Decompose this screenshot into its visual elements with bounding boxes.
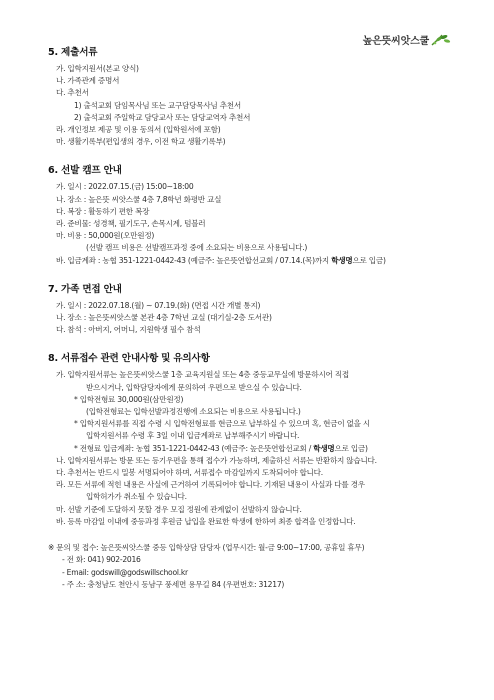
logo-text: 높은뜻씨앗스쿨 bbox=[362, 36, 429, 47]
list-item: 다. 추천서 bbox=[56, 88, 89, 98]
list-item bbox=[34, 255, 464, 267]
contact-info bbox=[34, 542, 464, 591]
list-item: 가. 입학지원서(본교 양식) bbox=[56, 64, 139, 73]
list-item: 마. 비용 : 50,000원(오만원정) bbox=[56, 231, 155, 241]
contact-header: ※ 문의 및 접수: 높은뜻씨앗스쿨 중등 입학상담 담당자 (업무시간: 월-금 9:00~17:00, 공휴일 휴무) bbox=[48, 543, 365, 553]
list-item-text: * 전형료 입금계좌: 농협 351-1221-0442-43 (예금주: 높은뜻연합선교회 / bbox=[74, 443, 314, 453]
list-item: 마. 생활기록부(편입생의 경우, 이전 학교 생활기록부) bbox=[56, 137, 226, 147]
list-item: 라. 개인정보 제공 및 이용 동의서 (입학원서에 포함) bbox=[56, 125, 221, 135]
list-item: 1) 출석교회 담임목사님 또는 교구담당목사님 추천서 bbox=[74, 100, 241, 110]
list-item: 라. 모든 서류에 적힌 내용은 사실에 근거하여 기록되어야 합니다. 기재된 내용이 사실과 다를 경우 bbox=[56, 480, 365, 490]
emphasis-text: 학생명 bbox=[331, 255, 353, 265]
list-item: 라. 준비물: 성경책, 필기도구, 손목시계, 텀블러 bbox=[56, 219, 206, 229]
list-item: 받으시거나, 입학담당자에게 문의하여 우편으로 받으실 수 있습니다. bbox=[86, 382, 302, 392]
list-item-text: 으로 입금) bbox=[334, 443, 368, 453]
list-item: 다. 추천서는 반드시 밀봉 서명되어야 하며, 서류접수 마감일까지 도착되어야 합니다. bbox=[56, 468, 323, 478]
section-title: 6. 선발 캠프 안내 bbox=[48, 165, 122, 177]
list-item: 가. 일시 : 2022.07.15.(금) 15:00~18:00 bbox=[56, 182, 194, 192]
list-item: 2) 출석교회 주일학교 담당교사 또는 담당교역자 추천서 bbox=[74, 112, 251, 122]
list-item: 나. 장소 : 높은뜻 씨앗스쿨 4층 7,8학년 화평반 교실 bbox=[56, 194, 222, 204]
document-body bbox=[34, 44, 464, 591]
section-title: 8. 서류접수 관련 안내사항 및 유의사항 bbox=[48, 353, 210, 365]
list-item: 다. 복장 : 활동하기 편한 복장 bbox=[56, 206, 150, 216]
list-item: 나. 가족관계 증명서 bbox=[56, 76, 120, 86]
list-item: 가. 일시 : 2022.07.18.(월) ~ 07.19.(화) (면접 시간 개별 통지) bbox=[56, 300, 261, 310]
section-required-documents bbox=[34, 44, 464, 148]
contact-address: - 주 소: 충청남도 천안시 동남구 풍세면 용무길 84 (우편번호: 31217) bbox=[62, 579, 285, 589]
list-item: * 입학지원서류를 직접 수령 시 입학전형료를 현금으로 납부하실 수 있으며 혹, 현금이 없을 시 bbox=[74, 419, 371, 429]
list-item: 마. 선발 기준에 도달하지 못할 경우 모집 정원에 관계없이 선발하지 않습니다. bbox=[56, 504, 302, 514]
list-item: 바. 등록 마감일 이내에 중등과정 후원금 납입을 완료한 학생에 한하여 최종 합격을 인정합니다. bbox=[56, 516, 356, 526]
list-item: * 입학전형료 30,000원(삼만원정) bbox=[74, 394, 184, 404]
list-item-text: 으로 입금) bbox=[352, 255, 386, 265]
list-item: (입학전형료는 입학선발과정진행에 소요되는 비용으로 사용됩니다.) bbox=[86, 407, 301, 417]
list-item: 입학허가가 취소될 수 있습니다. bbox=[86, 492, 187, 502]
section-submission-notes bbox=[34, 350, 464, 528]
section-title: 7. 가족 면접 안내 bbox=[48, 283, 122, 295]
emphasis-text: 학생명 bbox=[313, 443, 335, 453]
list-item: 입학지원서류 수령 후 3일 이내 입금계좌로 납부해주시기 바랍니다. bbox=[86, 431, 300, 441]
list-item: (선발 캠프 비용은 선발캠프과정 중에 소요되는 비용으로 사용됩니다.) bbox=[86, 243, 308, 253]
section-selection-camp bbox=[34, 162, 464, 266]
list-item: 나. 장소 : 높은뜻씨앗스쿨 본관 4층 7학년 교실 (대기실-2층 도서관) bbox=[56, 313, 272, 323]
contact-email[interactable]: - Email: godswill@godswillschool.kr bbox=[62, 567, 188, 577]
list-item bbox=[34, 443, 464, 455]
list-item: 다. 참석 : 아버지, 어머니, 지원학생 필수 참석 bbox=[56, 325, 201, 335]
list-item: 가. 입학지원서류는 높은뜻씨앗스쿨 1층 교육지원실 또는 4층 중등교무실에 방문하시어 직접 bbox=[56, 370, 349, 380]
list-item: 나. 입학지원서류는 방문 또는 등기우편을 통해 접수가 가능하며, 제출하신 서류는 반환하지 않습니다. bbox=[56, 455, 377, 465]
section-family-interview bbox=[34, 281, 464, 337]
section-title: 5. 제출서류 bbox=[48, 47, 98, 58]
contact-phone: - 전 화: 041) 902-2016 bbox=[62, 555, 141, 565]
list-item-text: 바. 입금계좌 : 농협 351-1221-0442-43 (예금주: 높은뜻연합선교회 / 07.14.(목)까지 bbox=[56, 255, 332, 265]
